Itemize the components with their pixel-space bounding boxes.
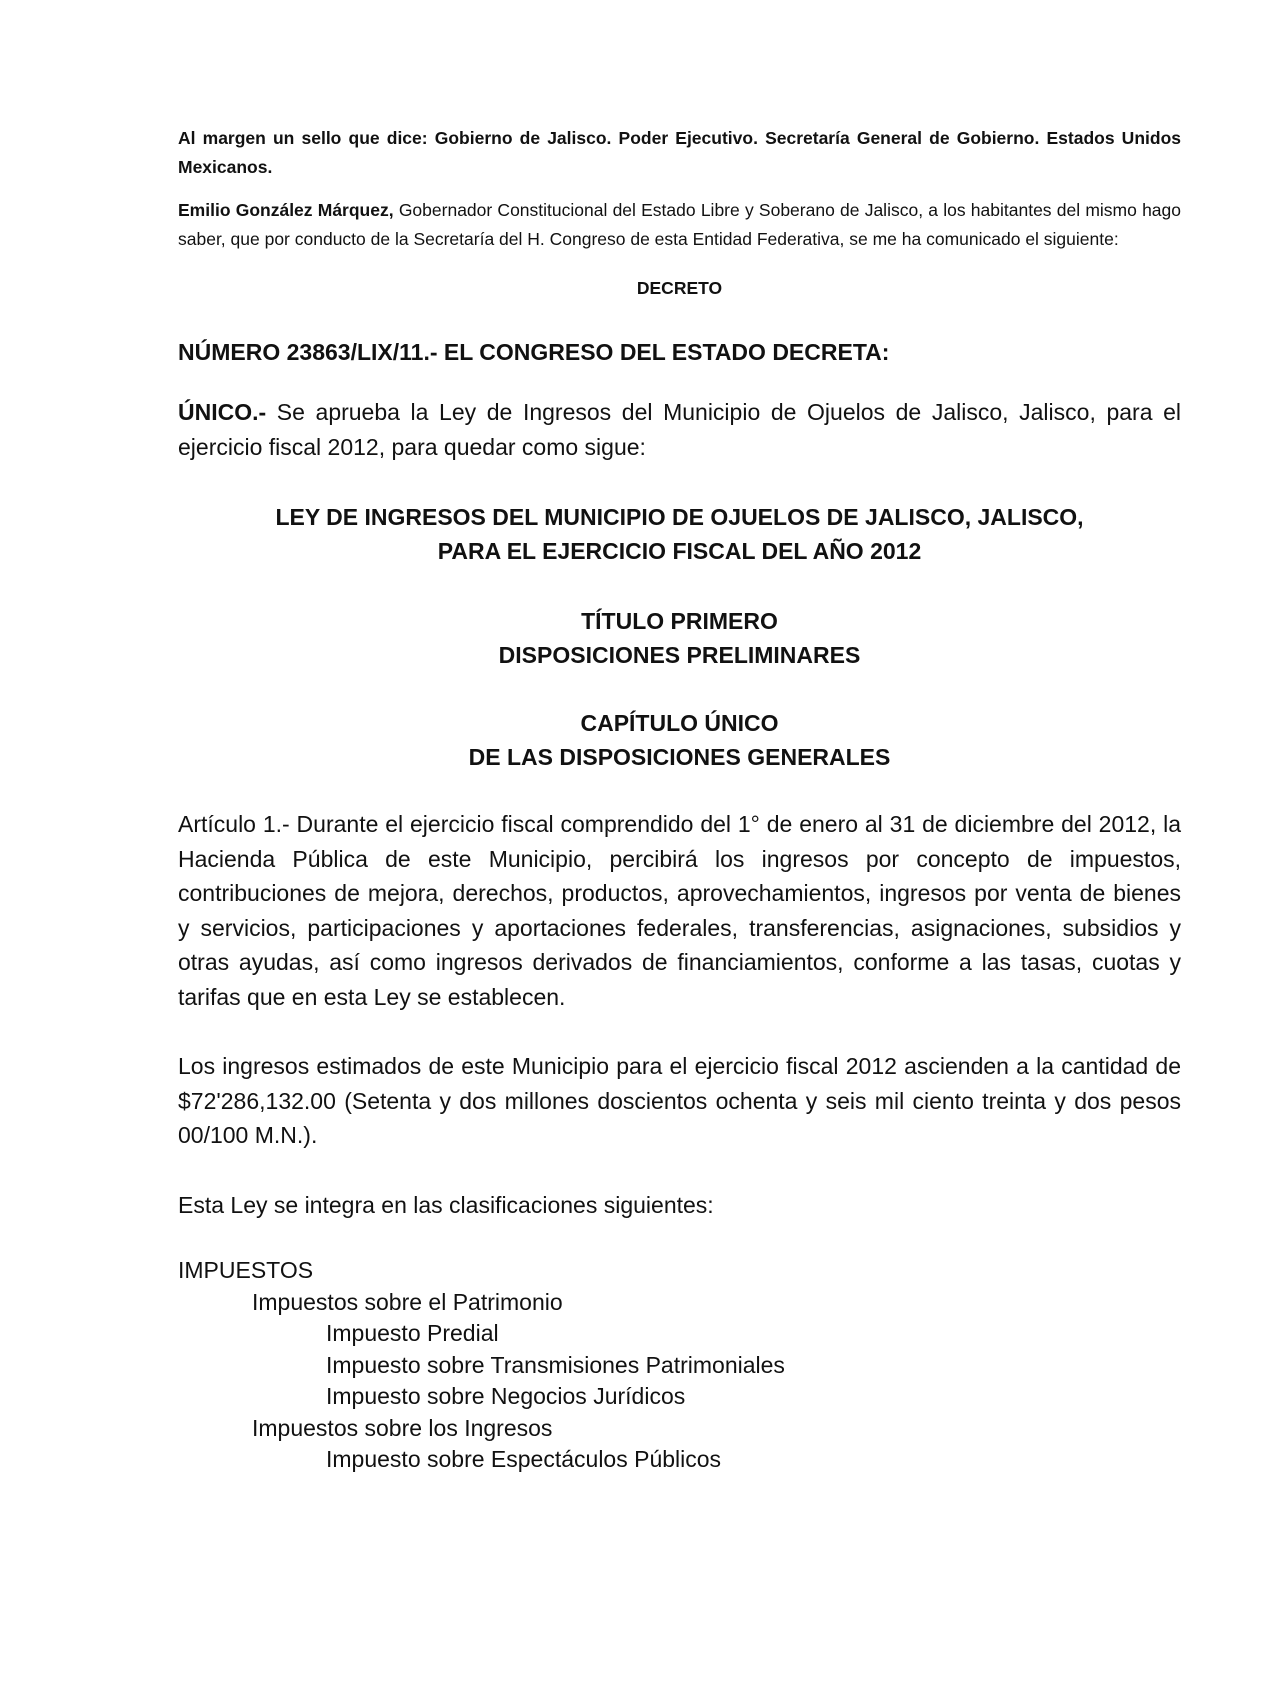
- capitulo-line2: DE LAS DISPOSICIONES GENERALES: [468, 744, 891, 770]
- governor-paragraph: [178, 196, 1181, 254]
- document-page: [178, 124, 1181, 1476]
- list-item: Impuestos sobre los Ingresos: [252, 1414, 553, 1441]
- decree-number: NÚMERO 23863/LIX/11.- EL CONGRESO DEL ESTADO DECRETA:: [178, 339, 890, 365]
- law-title-line2: PARA EL EJERCICIO FISCAL DEL AÑO 2012: [437, 538, 922, 564]
- article-1-paragraph: Artículo 1.- Durante el ejercicio fiscal comprendido del 1° de enero al 31 de diciembre del 2012, la Hacienda Pública de este Municipio, percibirá los ingresos por concepto de impuestos, contribuciones de mejora, derechos, productos, aprovechamientos, ingresos por venta de bienes y servicios, participaciones y aportaciones federales, transferencias, asignaciones, subsidios y otras ayudas, así como ingresos derivados de financiamientos, conforme a las tasas, cuotas y tarifas que en esta Ley se establecen.: [178, 811, 1181, 1010]
- list-item: Impuesto sobre Espectáculos Públicos: [326, 1446, 722, 1472]
- titulo-line2: DISPOSICIONES PRELIMINARES: [498, 642, 861, 668]
- stamp-notice: Al margen un sello que dice: Gobierno de Jalisco. Poder Ejecutivo. Secretaría General de Gobierno. Estados Unidos Mexicanos.: [178, 128, 1181, 177]
- capitulo-heading: [178, 706, 1181, 774]
- unico-label: ÚNICO.-: [178, 399, 267, 425]
- capitulo-line1: CAPÍTULO ÚNICO: [580, 710, 779, 736]
- titulo-heading: [178, 604, 1181, 672]
- law-title-line1: LEY DE INGRESOS DEL MUNICIPIO DE OJUELOS DE JALISCO, JALISCO,: [275, 504, 1084, 530]
- decree-label: DECRETO: [636, 278, 723, 298]
- list-item: IMPUESTOS: [178, 1257, 314, 1283]
- classification-list: [178, 1255, 1181, 1476]
- governor-text: Gobernador Constitucional del Estado Libre y Soberano de Jalisco, a los habitantes del mismo hago saber, que por conducto de la Secretaría del H. Congreso de esta Entidad Federativa, se me ha comunicado el siguiente:: [178, 200, 1181, 249]
- unico-paragraph: [178, 395, 1181, 464]
- unico-text: Se aprueba la Ley de Ingresos del Municipio de Ojuelos de Jalisco, Jalisco, para el ejercicio fiscal 2012, para quedar como sigue:: [178, 399, 1181, 460]
- titulo-line1: TÍTULO PRIMERO: [581, 608, 778, 634]
- list-item: Impuesto Predial: [326, 1320, 499, 1346]
- classification-intro: Esta Ley se integra en las clasificaciones siguientes:: [178, 1191, 714, 1218]
- list-item: Impuestos sobre el Patrimonio: [252, 1288, 563, 1315]
- law-title: [178, 500, 1181, 568]
- list-item: Impuesto sobre Transmisiones Patrimoniales: [326, 1351, 785, 1378]
- estimate-paragraph: Los ingresos estimados de este Municipio para el ejercicio fiscal 2012 ascienden a la cantidad de $72'286,132.00 (Setenta y dos millones doscientos ochenta y seis mil ciento treinta y dos pesos 00/100 M.N.).: [178, 1053, 1181, 1148]
- list-item: Impuesto sobre Negocios Jurídicos: [326, 1383, 686, 1409]
- governor-name: Emilio González Márquez,: [178, 200, 394, 220]
